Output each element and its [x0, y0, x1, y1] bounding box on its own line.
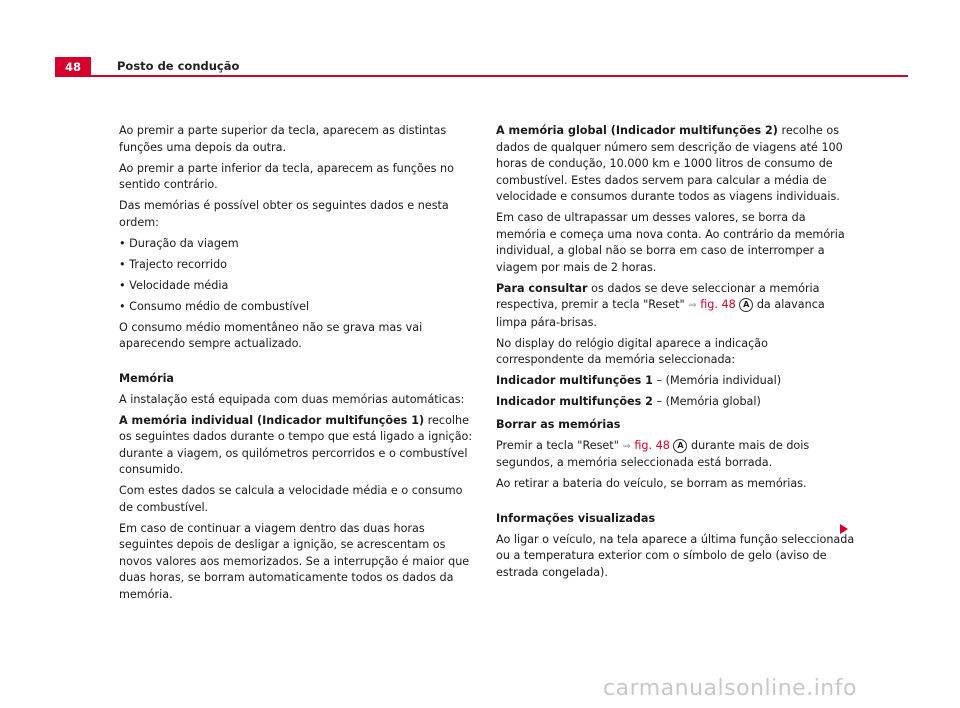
term-para-consultar: Para consultar [496, 281, 588, 295]
paragraph: Indicador multifunções 1 – (Memória individual) [496, 374, 782, 387]
paragraph: O consumo médio momentâneo não se grava mas vai aparecendo sempre actualizado. [119, 320, 423, 350]
left-column [119, 123, 474, 608]
paragraph: No display do relógio digital aparece a indicação correspondente da memória seleccionada: [496, 336, 768, 366]
right-column [496, 123, 856, 586]
term-memoria-individual: A memória individual (Indicador multifunções 1) [119, 413, 425, 427]
callout-a-icon: A [739, 298, 753, 312]
heading-borrar: Borrar as memórias [496, 417, 621, 431]
paragraph: A memória global (Indicador multifunções 2) recolhe os dados de qualquer número sem descrição de viagens até 100 horas de condução, 10.000 km e 1000 litros de consumo de combustível. Estes dados servem para calcular a média de velocidade e consumos durante todos as viagens individuais. [496, 124, 843, 203]
callout-a-icon: A [673, 439, 687, 453]
paragraph: Com estes dados se calcula a velocidade média e o consumo de combustível. [119, 484, 463, 514]
bullet-item: • Trajecto recorrido [119, 257, 228, 271]
paragraph: Ao premir a parte inferior da tecla, aparecem as funções no sentido contrário. [119, 161, 454, 191]
page-number: 48 [55, 57, 91, 77]
paragraph: A memória individual (Indicador multifunções 1) recolhe os seguintes dados durante o tempo que está ligado a ignição: durante a viagem, os quilómetros percorridos e o combustível consumido. [119, 413, 473, 476]
bullet-item: • Consumo médio de combustível [119, 299, 310, 313]
paragraph: Ao ligar o veículo, na tela aparece a última função seleccionada ou a temperatura exterior com o símbolo de gelo (aviso de estrada congelada). [496, 532, 855, 579]
paragraph: Indicador multifunções 2 – (Memória global) [496, 395, 761, 408]
header-rule [91, 75, 908, 77]
paragraph: Em caso de continuar a viagem dentro das duas horas seguintes depois de desligar a ignição, se acrescentam os novos valores aos memorizados. Se a interrupção é maior que duas horas, se borram automaticamente todos os dados da memória. [119, 521, 470, 601]
heading-informacoes: Informações visualizadas [496, 511, 656, 525]
page-header [55, 57, 908, 77]
figure-reference-link[interactable]: fig. 48 [700, 298, 736, 311]
paragraph: Para consultar os dados se deve seleccionar a memória respectiva, premir a tecla "Reset" ⇒ fig. 48 A da alavanca limpa pára-brisas. [496, 281, 825, 329]
arrow-right-icon: ⇒ [688, 300, 697, 311]
paragraph: A instalação está equipada com duas memórias automáticas: [119, 392, 465, 406]
paragraph: Ao premir a parte superior da tecla, aparecem as distintas funções uma depois da outra. [119, 124, 447, 154]
term-memoria-global: A memória global (Indicador multifunções 2) [496, 124, 778, 137]
paragraph: Premir a tecla "Reset" ⇒ fig. 48 A durante mais de dois segundos, a memória seleccionada está borrada. [496, 438, 810, 469]
heading-memoria: Memória [119, 371, 174, 385]
paragraph: Das memórias é possível obter os seguintes dados e nesta ordem: [119, 199, 449, 229]
bullet-item: • Duração da viagem [119, 236, 239, 250]
bullet-item: • Velocidade média [119, 278, 229, 292]
section-title: Posto de condução [117, 59, 240, 73]
figure-reference-link[interactable]: fig. 48 [634, 438, 670, 452]
watermark: carmanualsonline.info [603, 676, 857, 701]
arrow-right-icon: ⇒ [622, 440, 631, 452]
continue-arrow-icon [840, 524, 848, 534]
paragraph: Ao retirar a bateria do veículo, se borram as memórias. [496, 477, 807, 490]
paragraph: Em caso de ultrapassar um desses valores, se borra da memória e começa uma nova conta. Ao contrário da memória individual, a global não se borra em caso de interromper a viagem por mais de 2 horas. [496, 211, 845, 274]
